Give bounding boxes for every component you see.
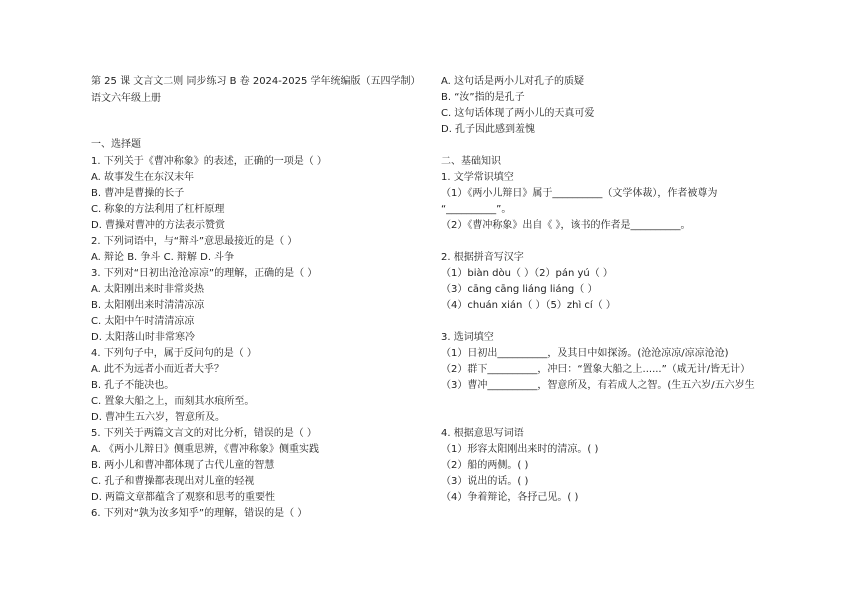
knowledge-4-line-3: （3）说出的话。( ) xyxy=(441,476,529,487)
knowledge-1-line-1: （1）《两小儿辩日》属于__________（文学体裁），作者被尊为 xyxy=(441,188,718,199)
question-3-option-d: D. 太阳落山时非常寒冷 xyxy=(91,332,196,343)
question-2-options: A. 辩论 B. 争斗 C. 辩解 D. 斗争 xyxy=(91,252,235,263)
question-6-option-c: C. 这句话体现了两小儿的天真可爱 xyxy=(441,108,595,119)
knowledge-2-line-1: （1）biàn dòu（ ）（2）pán yú（ ） xyxy=(441,268,613,279)
knowledge-4-line-1: （1）形容太阳刚出来时的清凉。( ) xyxy=(441,444,599,455)
question-5-option-b: B. 两小儿和曹冲都体现了古代儿童的智慧 xyxy=(91,460,275,471)
question-3-option-c: C. 太阳中午时清清凉凉 xyxy=(91,316,195,327)
question-4-option-a: A. 此不为远者小而近者大乎？ xyxy=(91,364,225,375)
question-3-option-b: B. 太阳刚出来时清清凉凉 xyxy=(91,300,205,311)
knowledge-2-line-3: （4）chuán xián（ ）（5）zhì cí（ ） xyxy=(441,300,616,311)
question-5-option-a: A. 《两小儿辩日》侧重思辨，《曹冲称象》侧重实践 xyxy=(91,444,320,455)
question-2-stem: 2. 下列词语中，与“辩斗”意思最接近的是（ ） xyxy=(91,236,298,247)
knowledge-1-line-2: “__________”。 xyxy=(441,204,512,215)
knowledge-3-line-2: （2）群下__________，冲曰：“置象大船之上......”（咸无计/皆无计） xyxy=(441,364,751,375)
knowledge-3-heading: 3. 选词填空 xyxy=(441,332,494,343)
question-1-option-d: D. 曹操对曹冲的方法表示赞赏 xyxy=(91,220,226,231)
question-5-option-c: C. 孔子和曹操都表现出对儿童的轻视 xyxy=(91,476,255,487)
knowledge-3-line-3: （3）曹冲__________，智意所及，有若成人之智。(生五六岁/五六岁生 xyxy=(441,380,755,391)
document-title-line-2: 语文六年级上册 xyxy=(91,93,161,104)
knowledge-4-heading: 4. 根据意思写词语 xyxy=(441,428,524,439)
section-heading-basics: 二、基础知识 xyxy=(441,156,501,167)
knowledge-1-heading: 1. 文学常识填空 xyxy=(441,172,514,183)
question-1-stem: 1. 下列关于《曹冲称象》的表述，正确的一项是（ ） xyxy=(91,156,327,167)
question-4-stem: 4. 下列句子中，属于反问句的是（ ） xyxy=(91,348,257,359)
question-6-stem: 6. 下列对“孰为汝多知乎”的理解，错误的是（ ） xyxy=(91,508,308,519)
section-heading-choice: 一、选择题 xyxy=(91,139,141,150)
document-title-line-1: 第 25 课 文言文二则 同步练习 B 卷 2024-2025 学年统编版（五四学制） xyxy=(91,76,421,87)
question-6-option-a: A. 这句话是两小儿对孔子的质疑 xyxy=(441,76,585,87)
knowledge-4-line-4: （4）争着辩论，各抒己见。( ) xyxy=(441,492,579,503)
question-3-option-a: A. 太阳刚出来时非常炎热 xyxy=(91,284,205,295)
knowledge-2-heading: 2. 根据拼音写汉字 xyxy=(441,252,524,263)
question-4-option-d: D. 曹冲生五六岁，智意所及。 xyxy=(91,412,226,423)
knowledge-3-line-1: （1）日初出__________，及其日中如探汤。(沧沧凉凉/凉凉沧沧) xyxy=(441,348,729,359)
question-4-option-b: B. 孔子不能决也。 xyxy=(91,380,175,391)
knowledge-4-line-2: （2）船的两侧。( ) xyxy=(441,460,529,471)
question-4-option-c: C. 置象大船之上，而刻其水痕所至。 xyxy=(91,396,255,407)
knowledge-2-line-2: （3）cāng cāng liáng liáng（ ） xyxy=(441,284,598,295)
question-5-option-d: D. 两篇文章都蕴含了观察和思考的重要性 xyxy=(91,492,276,503)
knowledge-1-line-3: （2）《曹冲称象》出自《 》，该书的作者是__________。 xyxy=(441,220,691,231)
question-1-option-c: C. 称象的方法利用了杠杆原理 xyxy=(91,204,225,215)
question-3-stem: 3. 下列对“日初出沧沧凉凉”的理解，正确的是（ ） xyxy=(91,268,318,279)
question-6-option-b: B. “汝”指的是孔子 xyxy=(441,92,525,103)
question-1-option-a: A. 故事发生在东汉末年 xyxy=(91,172,195,183)
question-5-stem: 5. 下列关于两篇文言文的对比分析，错误的是（ ） xyxy=(91,428,317,439)
question-6-option-d: D. 孔子因此感到羞愧 xyxy=(441,124,536,135)
question-1-option-b: B. 曹冲是曹操的长子 xyxy=(91,188,185,199)
